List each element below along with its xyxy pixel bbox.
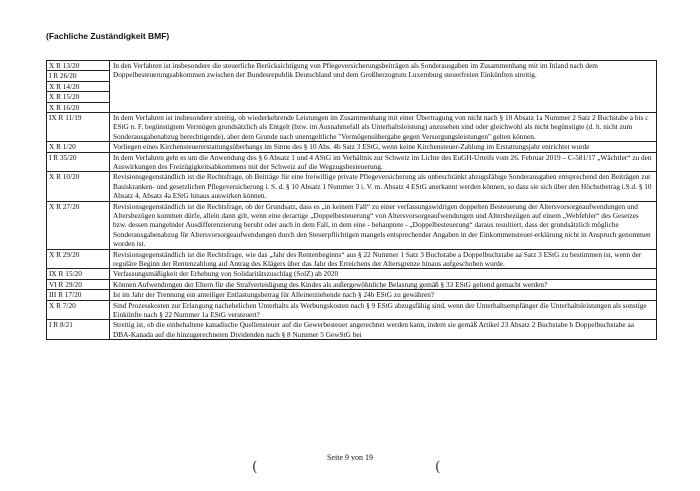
case-number: X R 27/20 <box>49 201 80 211</box>
case-number: IX R 11/19 <box>49 112 82 122</box>
case-description: In dem Verfahren geht es um die Anwendung des § 6 Absatz 1 und 4 AStG im Verhältnis zur Schweiz im Lichte des EuGH-Urteils vom 26. Februar 2019 – C-581/17 „Wächtler“ zu den Auswirkungen des Freizügigkeitsabkommens mit der Schweiz auf die Wegzugsbesteuerung. <box>110 152 657 172</box>
case-description: Streitig ist, ob die einbehaltene kanadische Quellensteuer auf die Gewerbesteuer angerechnet werden kann, indem sie gemäß Artikel 23 Absatz 2 Buchstabe b Doppelbuchstabe aa DBA-Kanada auf die hinzugerechneten Dividenden nach § 8 Nummer 5 GewStG bei <box>110 320 657 340</box>
case-description: Vorliegen eines Kirchensteuererstattungsüberhangs im Sinne des § 10 Abs. 4b Satz 3 EStG, wenn keine Kirchensteuer-Zahlung im Erstattungsjahr entrichtet wurde <box>110 142 657 152</box>
case-number: IX R 15/20 <box>49 269 82 279</box>
case-description: Verfassungsmäßigkeit der Erhebung von Solidaritätszuschlag (SolZ) ab 2020 <box>110 269 657 279</box>
page-header: (Fachliche Zuständigkeit BMF) <box>46 31 170 41</box>
case-number: X R 16/20 <box>49 102 80 112</box>
table-row <box>47 172 657 201</box>
table-row <box>47 290 657 300</box>
case-number-cell <box>47 152 110 172</box>
case-number-cell <box>47 201 110 249</box>
case-description: Revisionsgegenständlich ist die Rechtsfrage, ob der Grundsatz, dass es „in keinem Fall“ zu einer verfassungswidrigen doppelten Besteuerung der Altersvorsorgeaufwendungen und Altersbezügen kommen dürfe, allein dann gilt, wenn eine derartige „Doppelbesteuerung“ von Altersvorsorgeaufwendungen und Altersbezügen auf einem „Webfehler“ des Gesetzes bzw. dessen mangelnder Ausdifferenzierung beruht oder auch in dem Fall, in dem eine - behauptete - „Doppelbesteuerung“ daraus resultiert, dass der grundsätzlich mögliche Sonderausgabenabzug für Altersvorsorgeaufwendungen durch den Steuerpflichtigen mangels entsprechender Angaben in der Einkommensteuer-erklärung nicht in Anspruch genommen worden ist. <box>110 201 657 249</box>
case-description: Revisionsgegenständlich ist die Rechtsfrage, ob Beiträge für eine freiwillige private Pflegeversicherung als unbeschränkt abzugsfähige Sonderausgaben entsprechend den Beiträgen zur Basiskranken- und gesetzlichen Pflegeversicherung i. S. d. § 10 Absatz 1 Nummer 3 i. V. m. Absatz 4 EStG anerkannt werden können, so dass sie sich über den Höchstbetrag i.S.d. § 10 Absatz 4, Absatz 4a EStG hinaus auswirken können. <box>110 172 657 201</box>
table-row <box>47 269 657 279</box>
table-row <box>47 142 657 152</box>
case-description: Revisionsgegenständlich ist die Rechtsfrage, wie das „Jahr des Rentenbeginns“ aus § 22 Nummer 1 Satz 3 Buchstabe a Doppelbuchstabe aa Satz 3 EStG zu bestimmen ist, wenn der reguläre Beginn der Rentenzahlung auf Antrag des Klägers über das Jahr des Erreichens der Altersgrenze hinaus aufgeschoben wurde. <box>110 249 657 269</box>
table-row <box>47 320 657 340</box>
case-number: I R 35/20 <box>49 152 77 162</box>
table-row <box>47 201 657 249</box>
case-table <box>46 60 657 340</box>
case-number-cell <box>47 279 110 289</box>
case-number-cell <box>47 61 110 113</box>
case-number-cell <box>47 249 110 269</box>
case-description: In den Verfahren ist insbesondere die steuerliche Berücksichtigung von Pflegeversicherungsbeiträgen als Sonderausgaben im Zusammenhang mit im Inland nach dem Doppelbesteuerungsabkommen zwischen der Bundesrepublik Deutschland und dem Großherzogtum Luxemburg steuerfreien Einkünften streitig. <box>110 61 657 113</box>
margin-mark-left: ( <box>252 459 258 475</box>
case-number: VI R 29/20 <box>49 279 82 289</box>
case-description: Ist im Jahr der Trennung ein anteiliger Entlastungsbetrag für Alleinerziehende nach § 24b EStG zu gewähren? <box>110 290 657 300</box>
table-row <box>47 61 657 113</box>
case-number-cell <box>47 142 110 152</box>
case-number: X R 29/20 <box>49 249 80 259</box>
case-description: In dem Verfahren ist insbesondere streitig, ob wiederkehrende Leistungen im Zusammenhang mit einer Übertragung von nicht nach § 10 Absatz 1a Nummer 2 Satz 2 Buchstabe a bis c EStG n. F. begünstigtem Vermögen grundsätzlich als Entgelt (bzw. im Ausnahmefall als Unterhaltsleistung) anzusehen sind oder gleichwohl als nicht begünstigte (d. h. nicht zum Sonderausgabenabzug berechtigende), aber dem Grunde nach unentgeltliche "Vermögensübergabe gegen Versorgungsleistungen" gelten können. <box>110 112 657 141</box>
case-number-cell <box>47 112 110 141</box>
case-number: X R 10/20 <box>49 172 80 182</box>
case-number: X R 13/20 <box>47 61 109 71</box>
table-row <box>47 249 657 269</box>
case-number-cell <box>47 172 110 201</box>
table-row <box>47 300 657 320</box>
case-description: Sind Prozesskosten zur Erlangung nachehelichen Unterhalts als Werbungskosten nach § 9 EStG abzugsfähig sind, wenn der Unterhaltsempfänger die Unterhaltsleistungen als sonstige Einkünfte nach § 22 Nummer 1a EStG versteuert? <box>110 300 657 320</box>
case-number: I R 8/21 <box>49 320 73 330</box>
case-number-cell <box>47 269 110 279</box>
case-number: X R 1/20 <box>49 142 76 152</box>
page-number: Seite 9 von 19 <box>327 453 373 462</box>
table-row <box>47 279 657 289</box>
case-number: X R 14/20 <box>47 82 109 92</box>
case-number: X R 15/20 <box>47 92 109 102</box>
table-row <box>47 152 657 172</box>
case-number-cell <box>47 300 110 320</box>
case-number: III R 17/20 <box>49 290 82 300</box>
table-row <box>47 112 657 141</box>
case-number-cell <box>47 290 110 300</box>
case-number: X R 7/20 <box>49 300 76 310</box>
case-description: Können Aufwendungen der Eltern für die Strafverteidigung des Kindes als außergewöhnliche Belastung gemäß § 33 EStG geltend gemacht werden? <box>110 279 657 289</box>
case-number: I R 26/20 <box>47 71 109 81</box>
case-number-cell <box>47 320 110 340</box>
margin-mark-right: ( <box>435 459 441 475</box>
